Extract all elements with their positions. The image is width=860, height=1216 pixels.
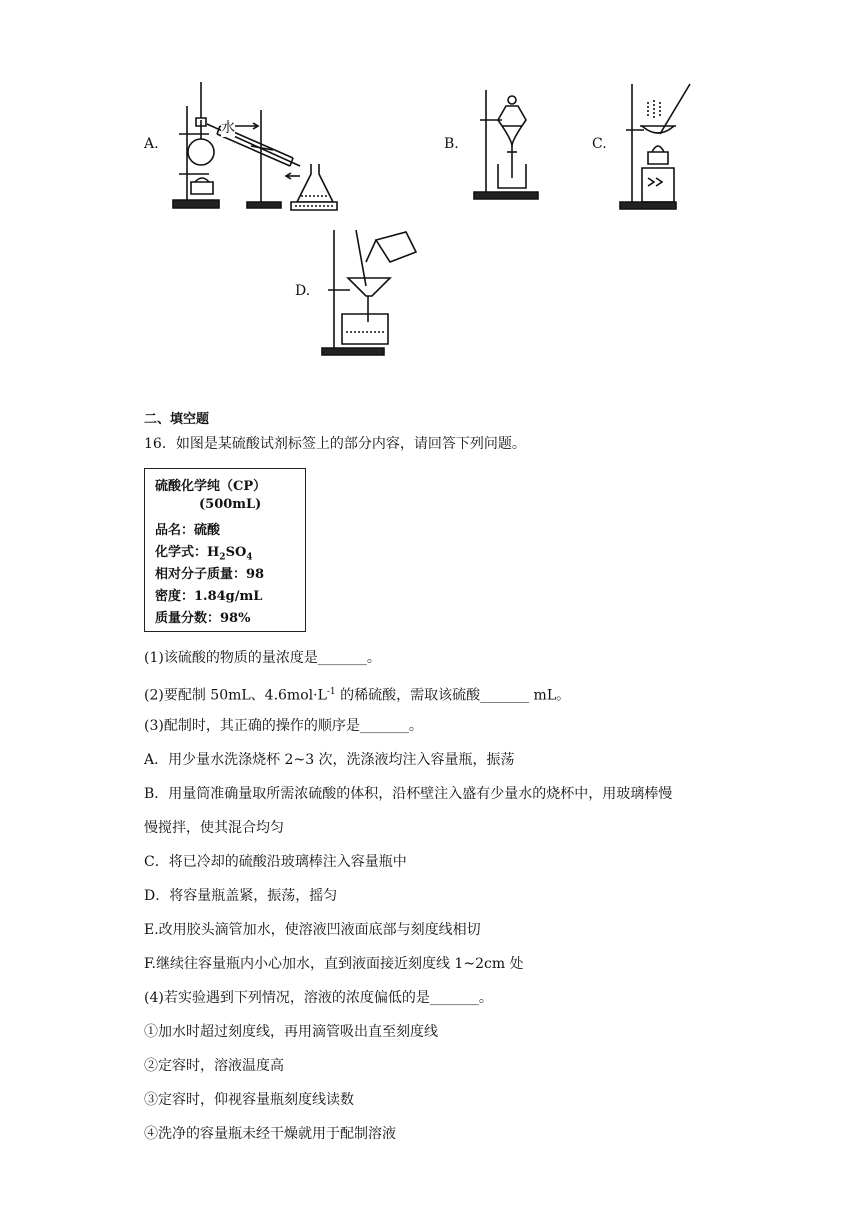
reagent-label-box bbox=[144, 468, 306, 632]
q2-sup: -1 bbox=[326, 687, 336, 697]
label-line-3: 品名：硫酸 bbox=[155, 523, 221, 538]
formula-mid: SO bbox=[225, 545, 247, 560]
water-label: 水 bbox=[221, 117, 235, 137]
step-option-b-line1: B．用量筒准确量取所需浓硫酸的体积，沿杯壁注入盛有少量水的烧杯中，用玻璃棒慢 bbox=[144, 786, 673, 802]
sub-question-3: (3)配制时，其正确的操作的顺序是_______。 bbox=[144, 718, 423, 734]
step-option-c: C．将已冷却的硫酸沿玻璃棒注入容量瓶中 bbox=[144, 854, 407, 870]
option-d-label: D. bbox=[295, 283, 311, 299]
label-line-6: 密度：1.84g/mL bbox=[155, 589, 263, 604]
case-1: ①加水时超过刻度线，再用滴管吸出直至刻度线 bbox=[144, 1024, 438, 1040]
option-b-label: B. bbox=[444, 136, 459, 152]
q2-prefix: (2)要配制 50mL、4.6mol·L bbox=[144, 687, 327, 704]
evaporation-figure bbox=[618, 82, 688, 210]
filtration-figure bbox=[320, 228, 420, 356]
sub-question-1: (1)该硫酸的物质的量浓度是_______。 bbox=[144, 650, 381, 666]
label-line-7: 质量分数：98% bbox=[155, 611, 251, 626]
case-3: ③定容时，仰视容量瓶刻度线读数 bbox=[144, 1092, 354, 1108]
step-option-a: A．用少量水洗涤烧杯 2~3 次，洗涤液均注入容量瓶，振荡 bbox=[144, 752, 515, 768]
distillation-apparatus-figure bbox=[165, 78, 340, 213]
case-4: ④洗净的容量瓶未经干燥就用于配制溶液 bbox=[144, 1126, 396, 1142]
step-option-d: D．将容量瓶盖紧，振荡，摇匀 bbox=[144, 888, 338, 904]
sub-question-4: (4)若实验遇到下列情况，溶液的浓度偏低的是_______。 bbox=[144, 990, 493, 1006]
sub-question-2 bbox=[144, 682, 570, 706]
label-line-1: 硫酸化学纯（CP） bbox=[155, 479, 267, 494]
formula-prefix: 化学式：H bbox=[155, 545, 220, 560]
formula-sub-2: 4 bbox=[246, 552, 253, 563]
label-line-2: (500mL) bbox=[199, 497, 262, 512]
case-2: ②定容时，溶液温度高 bbox=[144, 1058, 284, 1074]
separatory-funnel-figure bbox=[472, 88, 542, 200]
label-line-5: 相对分子质量：98 bbox=[155, 567, 265, 582]
step-option-b-line2: 慢搅拌，使其混合均匀 bbox=[144, 820, 284, 836]
step-option-f: F.继续往容量瓶内小心加水，直到液面接近刻度线 1~2cm 处 bbox=[144, 956, 524, 972]
section-title: 二、填空题 bbox=[144, 412, 210, 427]
option-c-label: C. bbox=[592, 136, 607, 152]
question-16-stem: 16．如图是某硫酸试剂标签上的部分内容，请回答下列问题。 bbox=[144, 436, 526, 452]
formula-sub-1: 2 bbox=[219, 552, 226, 563]
step-option-e: E.改用胶头滴管加水，使溶液凹液面底部与刻度线相切 bbox=[144, 922, 481, 938]
label-line-4 bbox=[155, 541, 253, 563]
option-a-label: A. bbox=[144, 136, 159, 152]
q2-suffix: 的稀硫酸，需取该硫酸_______ mL。 bbox=[335, 687, 571, 704]
